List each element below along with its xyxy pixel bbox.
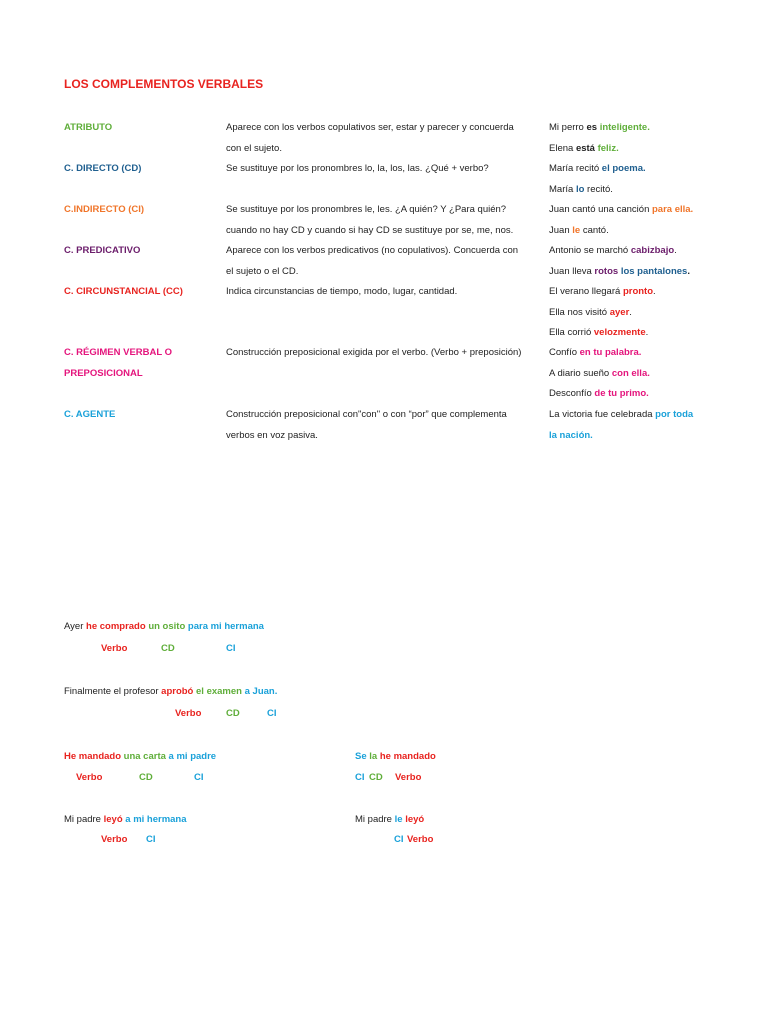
sentence-cd: el examen [196, 686, 242, 697]
label-ci: CI [267, 708, 277, 719]
term-atributo: ATRIBUTO [64, 122, 113, 133]
label-verbo: Verbo [175, 708, 202, 719]
description [226, 343, 536, 364]
description-line: el sujeto o el CD. [226, 265, 299, 277]
description [226, 241, 536, 282]
example-cc: ayer [609, 306, 630, 318]
examples [549, 241, 709, 282]
example-verb: es [586, 122, 598, 133]
sentence-cd: la [369, 751, 378, 762]
example-regimen: en tu palabra. [579, 347, 642, 358]
sentence-ci: a mi hermana [125, 814, 187, 825]
analysis-sentence-4 [355, 751, 436, 762]
example-line [549, 180, 709, 201]
example-text: . [629, 306, 632, 318]
sentence-ci: a mi padre [168, 751, 217, 762]
term-regimen [64, 343, 214, 384]
example-text: . [645, 327, 649, 338]
example-line [549, 221, 709, 242]
sentence-verb: he mandado [379, 751, 436, 762]
example-line [549, 200, 709, 221]
examples [549, 159, 709, 200]
label-ci: CI [355, 772, 365, 783]
label-ci: CI [394, 834, 404, 845]
label-verbo: Verbo [395, 772, 422, 783]
analysis-sentence-2 [64, 686, 277, 697]
example-verb: está [575, 142, 595, 154]
description-line: Se sustituye por los pronombres le, les. ¿A quién? Y ¿Para quién? [226, 204, 507, 215]
description-line: Construcción preposicional exigida por el verbo. (Verbo + preposición) [226, 347, 522, 358]
example-ci: le [572, 224, 581, 236]
label-ci: CI [226, 643, 236, 654]
example-line [549, 405, 709, 426]
example-text: . [687, 265, 690, 277]
description [226, 405, 536, 446]
term-indirecto: C.INDIRECTO (CI) [64, 204, 145, 215]
example-ci: para ella. [652, 204, 694, 215]
example-line [549, 282, 709, 303]
description-line: Aparece con los verbos copulativos ser, estar y parecer y concuerda [226, 122, 514, 133]
example-line [549, 384, 709, 405]
sentence-ci: le [394, 814, 403, 825]
example-text: . [653, 286, 656, 297]
examples [549, 343, 709, 405]
example-text: recitó. [584, 183, 613, 195]
example-line [549, 262, 709, 283]
label-ci: CI [146, 834, 156, 845]
examples [549, 405, 709, 446]
sentence-cd: un osito [148, 621, 186, 632]
example-cd: los pantalones [620, 265, 688, 277]
analysis-sentence-1 [64, 621, 264, 632]
example-text: . [674, 245, 677, 256]
description-line: Aparece con los verbos predicativos (no copulativos). Concuerda con [226, 245, 519, 256]
label-verbo: Verbo [76, 772, 103, 783]
description [226, 118, 536, 159]
example-text: Elena [549, 142, 576, 154]
description-line: con el sujeto. [226, 142, 282, 154]
example-atributo: feliz. [597, 142, 619, 154]
example-text: Juan cantó una canción [549, 204, 652, 215]
example-predicativo: cabizbajo [630, 245, 675, 256]
example-cc: pronto [622, 286, 654, 297]
example-text: El verano llegará [549, 286, 623, 297]
example-text: Mi perro [549, 122, 587, 133]
description-line: verbos en voz pasiva. [226, 429, 318, 441]
sentence-verb: He mandado [64, 751, 122, 762]
sentence-cd: una carta [123, 751, 166, 762]
example-cd: el poema. [601, 163, 646, 174]
example-text: Desconfío [549, 388, 595, 399]
sentence-verb: leyó [405, 814, 425, 825]
example-text: Ella corrió [549, 327, 594, 338]
example-text: Juan [549, 224, 573, 236]
example-line [549, 303, 709, 324]
sentence-text: Ayer [64, 621, 87, 632]
example-text: María [549, 183, 576, 195]
example-line [549, 241, 709, 262]
label-verbo: Verbo [407, 834, 434, 845]
sentence-text: Mi padre [355, 814, 395, 825]
label-cd: CD [161, 643, 175, 654]
example-line [549, 426, 709, 447]
examples [549, 118, 709, 159]
term-line: PREPOSICIONAL [64, 367, 143, 379]
example-text: Ella nos visitó [549, 306, 610, 318]
example-cd: lo [575, 183, 585, 195]
label-verbo: Verbo [101, 834, 128, 845]
example-regimen: con ella. [611, 367, 650, 379]
description-line: Se sustituye por los pronombres lo, la, los, las. ¿Qué + verbo? [226, 163, 489, 174]
example-text: cantó. [580, 224, 609, 236]
example-line [549, 118, 709, 139]
sentence-ci: para mi hermana [187, 621, 264, 632]
examples [549, 200, 709, 241]
sentence-text: Finalmente el profesor [64, 686, 162, 697]
sentence-ci: Se [355, 751, 367, 762]
example-text: Confío [549, 347, 580, 358]
page-title: LOS COMPLEMENTOS VERBALES [64, 77, 264, 91]
analysis-sentence-3 [64, 751, 216, 762]
label-verbo: Verbo [101, 643, 128, 654]
example-line [549, 159, 709, 180]
example-cc: velozmente [593, 327, 646, 338]
label-cd: CD [226, 708, 240, 719]
label-ci: CI [194, 772, 204, 783]
sentence-text: Mi padre [64, 814, 104, 825]
description-line: Construcción preposicional con"con" o con “por” que complementa [226, 409, 507, 420]
sentence-ci: a Juan. [244, 686, 278, 697]
example-agente: por toda [655, 409, 694, 420]
analysis-sentence-5 [64, 814, 187, 825]
example-predicativo: rotos [594, 265, 619, 277]
analysis-sentence-6 [355, 814, 424, 825]
example-text: María recitó [549, 163, 602, 174]
term-directo: C. DIRECTO (CD) [64, 163, 142, 174]
sentence-verb: aprobó [161, 686, 194, 697]
example-line [549, 343, 709, 364]
term-predicativo: C. PREDICATIVO [64, 245, 141, 256]
example-text: Antonio se marchó [549, 245, 631, 256]
description [226, 200, 536, 241]
example-text: La victoria fue celebrada [549, 409, 656, 420]
description-line: cuando no hay CD y cuando si hay CD se sustituye por se, me, nos. [226, 224, 514, 236]
term-circunstancial: C. CIRCUNSTANCIAL (CC) [64, 286, 183, 297]
example-atributo: inteligente. [599, 122, 650, 133]
example-text: Juan lleva [549, 265, 595, 277]
example-regimen: de tu primo. [594, 388, 649, 399]
sentence-verb: leyó [103, 814, 123, 825]
description [226, 159, 536, 180]
examples [549, 282, 709, 344]
term-line: C. RÉGIMEN VERBAL O [64, 347, 173, 358]
example-agente: la nación. [549, 429, 593, 441]
label-cd: CD [369, 772, 383, 783]
example-line [549, 323, 709, 344]
label-cd: CD [139, 772, 153, 783]
example-line [549, 364, 709, 385]
term-agente: C. AGENTE [64, 409, 116, 420]
example-line [549, 139, 709, 160]
description [226, 282, 536, 303]
example-text: A diario sueño [549, 367, 612, 379]
description-line: Indica circunstancias de tiempo, modo, lugar, cantidad. [226, 286, 458, 297]
sentence-verb: he comprado [86, 621, 146, 632]
